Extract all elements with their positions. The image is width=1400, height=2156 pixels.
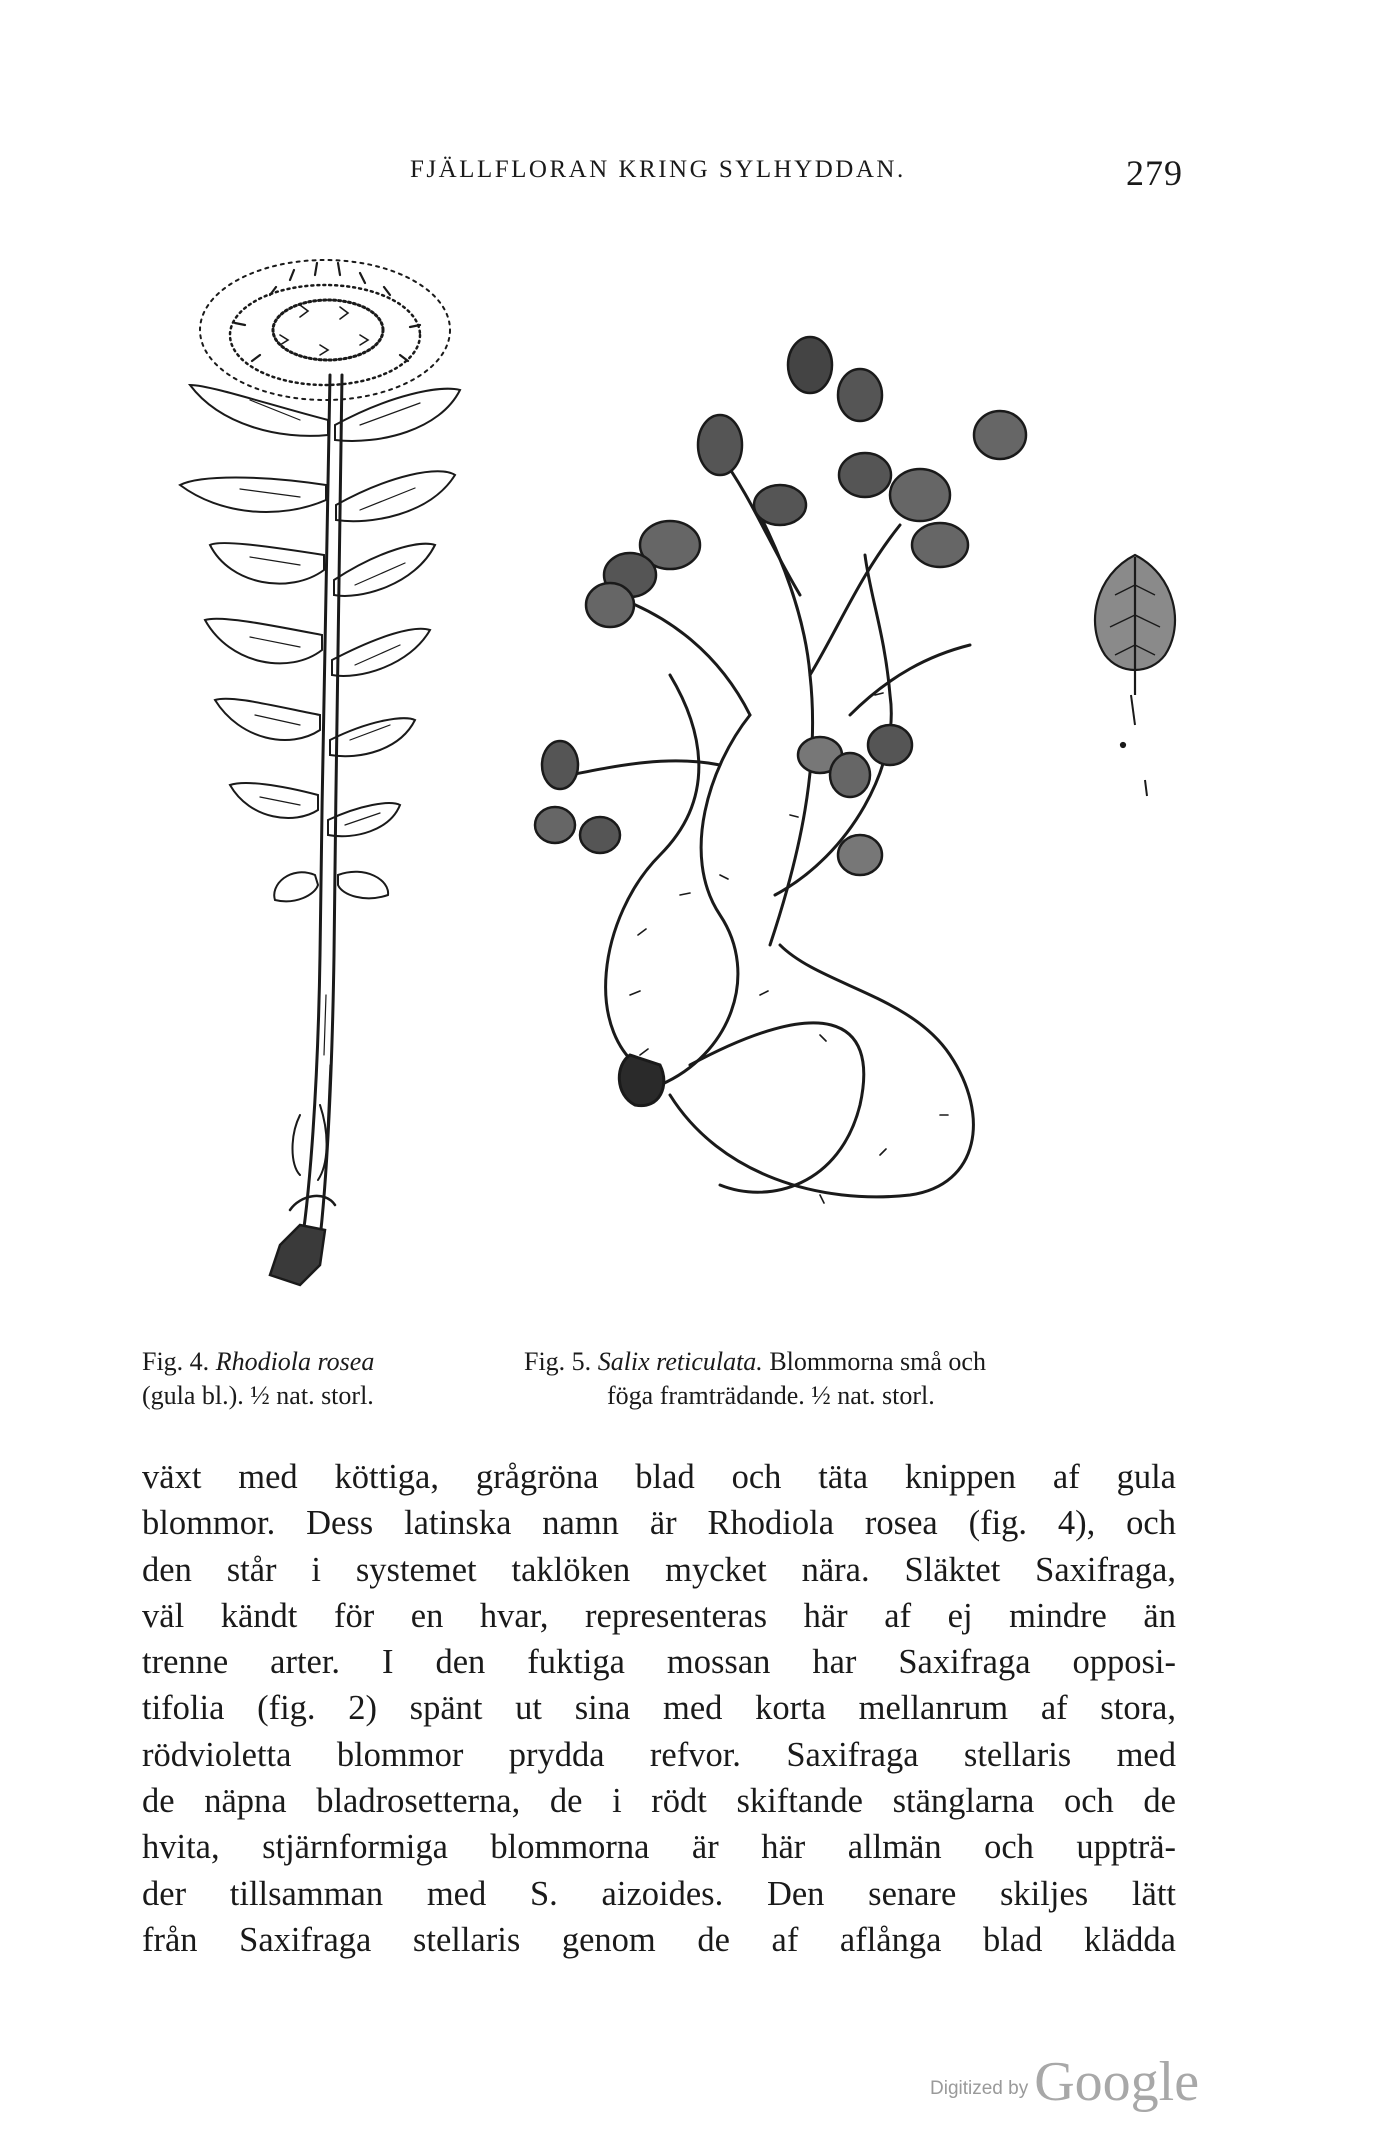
body-line: blommor. Dess latinska namn är Rhodiola rosea (fig. 4), och [142, 1504, 1176, 1543]
leaves-right [328, 389, 460, 836]
body-line: den står i systemet taklöken mycket nära. Släktet Saxifraga, [142, 1550, 1176, 1589]
page-number: 279 [1126, 153, 1183, 193]
caption-fig5-rest: Blommorna små och [769, 1347, 986, 1376]
body-line: der tillsamman med S. aizoides. Den senare skiljes lätt [142, 1874, 1176, 1913]
salix-leaf-detail [1075, 545, 1195, 805]
body-line: trenne arter. I den fuktiga mossan har Saxifraga opposi- [142, 1643, 1176, 1682]
flower-cluster [200, 260, 450, 400]
caption-fig5 [524, 1345, 986, 1413]
running-head [0, 152, 1400, 192]
watermark-prefix: Digitized by [930, 2078, 1029, 2099]
body-line: de näpna bladrosetterna, de i rödt skiftande stänglarna och de [142, 1782, 1176, 1821]
google-logo: Google [1034, 2051, 1200, 2113]
rhodiola-rosea-illustration [150, 235, 480, 1335]
body-line: rödvioletta blommor prydda refvor. Saxifraga stellaris med [142, 1735, 1176, 1774]
leaves-left [180, 385, 328, 818]
round-leaves [535, 337, 1026, 875]
digitized-by-google-watermark [930, 2050, 1200, 2113]
running-title: FJÄLLFLORAN KRING SYLHYDDAN. [410, 156, 906, 183]
caption-fig4 [142, 1345, 374, 1413]
salix-reticulata-illustration [520, 295, 1040, 1335]
figures-area [0, 235, 1400, 1345]
caption-fig4-label: Fig. 4. [142, 1347, 210, 1376]
body-line: växt med köttiga, grågröna blad och täta knippen af gula [142, 1458, 1176, 1496]
root-knot [619, 1055, 664, 1106]
caption-fig4-species: Rhodiola rosea [215, 1347, 375, 1376]
body-line: hvita, stjärnformiga blommorna är här allmän och uppträ- [142, 1828, 1176, 1867]
caption-fig5-species: Salix reticulata. [597, 1347, 763, 1376]
body-line: tifolia (fig. 2) spänt ut sina med korta mellanrum af stora, [142, 1689, 1176, 1728]
caption-fig4-line2: (gula bl.). ½ nat. storl. [142, 1381, 374, 1410]
body-line: väl kändt för en hvar, representeras här af ej mindre än [142, 1596, 1176, 1635]
body-line: från Saxifraga stellaris genom de af aflånga blad klädda [142, 1920, 1176, 1959]
caption-fig5-label: Fig. 5. [524, 1347, 592, 1376]
caption-fig5-line2: föga framträdande. ½ nat. storl. [607, 1381, 935, 1410]
bark-texture [630, 693, 948, 1203]
root-base [270, 1196, 335, 1285]
body-text [142, 1454, 1176, 1963]
